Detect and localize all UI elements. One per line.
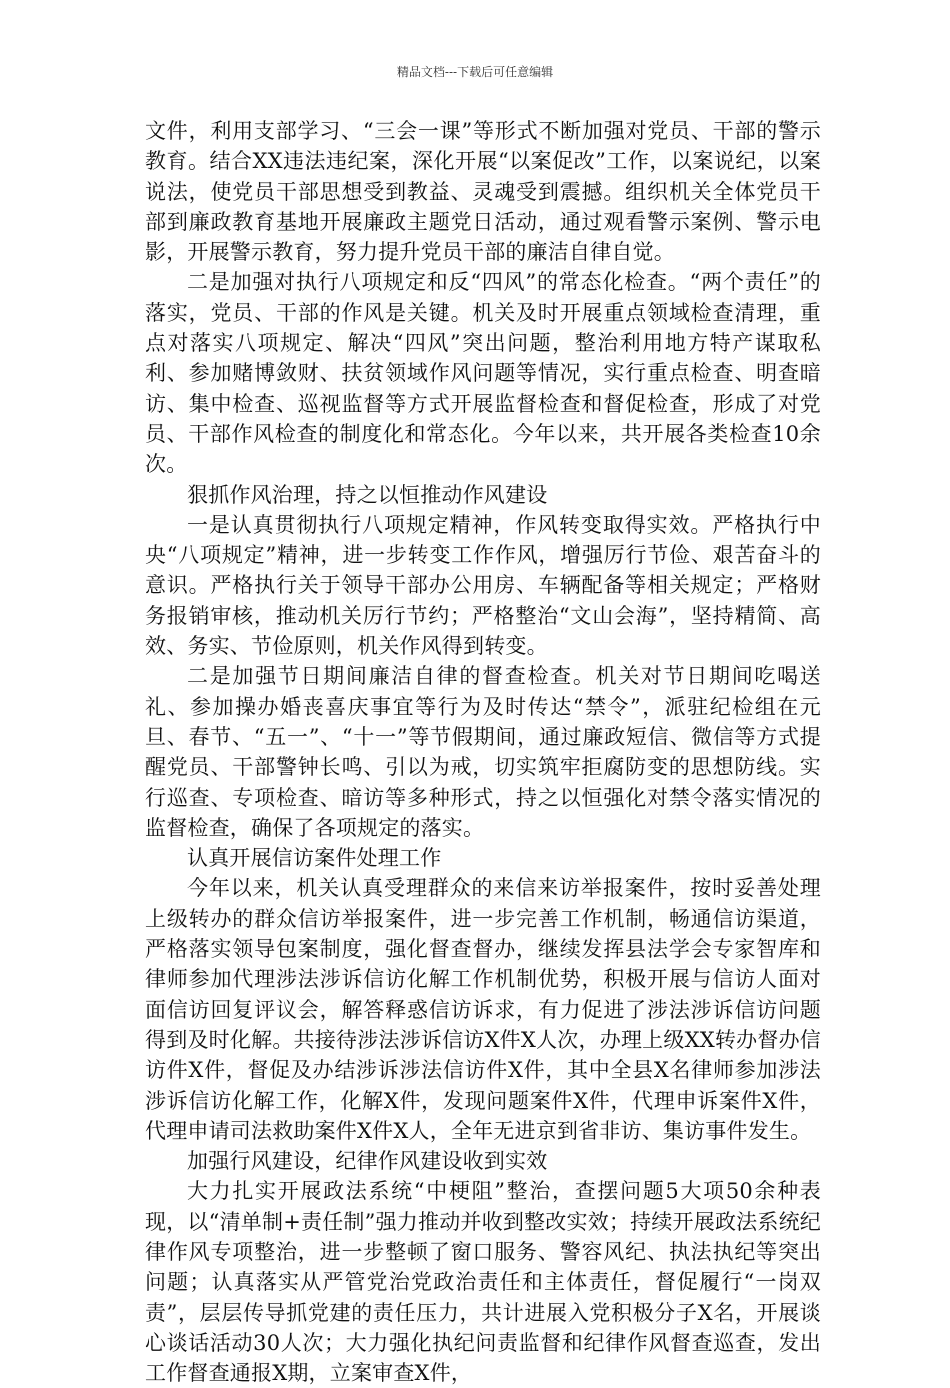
section-heading: 加强行风建设，纪律作风建设收到实效 — [187, 1149, 548, 1174]
paragraph: 一是认真贯彻执行八项规定精神，作风转变取得实效。严格执行中央“八项规定”精神，进一步转变工作作风，增强厉行节俭、艰苦奋斗的意识。严格执行关于领导干部办公用房、车辆配备等相关规定；严格财务报销审核，推动机关厉行节约；严格整治“文山会海”，坚持精简、高效、务实、节俭原则，机关作风得到转变。 — [145, 512, 821, 659]
paragraph: 大力扎实开展政法系统“中梗阻”整治，查摆问题5大项50余种表现，以“清单制+责任制”强力推动并收到整改实效；持续开展政法系统纪律作风专项整治，进一步整顿了窗口服务、警容风纪、执法执纪等突出问题；认真落实从严管党治党政治责任和主体责任，督促履行“一岗双责”，层层传导抓党建的责任压力，共计进展入党积极分子X名，开展谈心谈话活动30人次；大力强化执纪问责监督和纪律作风督查巡查，发出工作督查通报X期，立案审查X件， — [145, 1179, 821, 1386]
paragraph: 二是加强对执行八项规定和反“四风”的常态化检查。“两个责任”的落实，党员、干部的作风是关键。机关及时开展重点领域检查清理，重点对落实八项规定、解决“四风”突出问题，整治利用地方特产谋取私利、参加赌博敛财、扶贫领域作风问题等情况，实行重点检查、明查暗访、集中检查、巡视监督等方式开展监督检查和督促检查，形成了对党员、干部作风检查的制度化和常态化。今年以来，共开展各类检查10余次。 — [145, 270, 821, 477]
document-body — [145, 116, 821, 1388]
section-heading: 认真开展信访案件处理工作 — [187, 846, 442, 871]
page-header: 精品文档---下载后可任意编辑 — [396, 65, 554, 79]
paragraph: 二是加强节日期间廉洁自律的督查检查。机关对节日期间吃喝送礼、参加操办婚丧喜庆事宜等行为及时传达“禁令”，派驻纪检组在元旦、春节、“五一”、“十一”等节假期间，通过廉政短信、微信等方式提醒党员、干部警钟长鸣、引以为戒，切实筑牢拒腐防变的思想防线。实行巡查、专项检查、暗访等多种形式，持之以恒强化对禁令落实情况的监督检查，确保了各项规定的落实。 — [145, 664, 821, 840]
paragraph-continued: 文件，利用支部学习、“三会一课”等形式不断加强对党员、干部的警示教育。结合XX违法违纪案，深化开展“以案促改”工作，以案说纪，以案说法，使党员干部思想受到教益、灵魂受到震撼。组织机关全体党员干部到廉政教育基地开展廉政主题党日活动，通过观看警示案例、警示电影，开展警示教育，努力提升党员干部的廉洁自律自觉。 — [145, 119, 821, 265]
paragraph: 今年以来，机关认真受理群众的来信来访举报案件，按时妥善处理上级转办的群众信访举报案件，进一步完善工作机制，畅通信访渠道，严格落实领导包案制度，强化督查督办，继续发挥县法学会专家智库和律师参加代理涉法涉诉信访化解工作机制优势，积极开展与信访人面对面信访回复评议会，解答释惑信访诉求，有力促进了涉法涉诉信访问题得到及时化解。共接待涉法涉诉信访X件X人次，办理上级XX转办督办信访件X件，督促及办结涉诉涉法信访件X件，其中全县X名律师参加涉法涉诉信访化解工作，化解X件，发现问题案件X件，代理申诉案件X件，代理申请司法救助案件X件X人，全年无进京到省非访、集访事件发生。 — [145, 876, 821, 1143]
section-heading: 狠抓作风治理，持之以恒推动作风建设 — [187, 482, 548, 507]
